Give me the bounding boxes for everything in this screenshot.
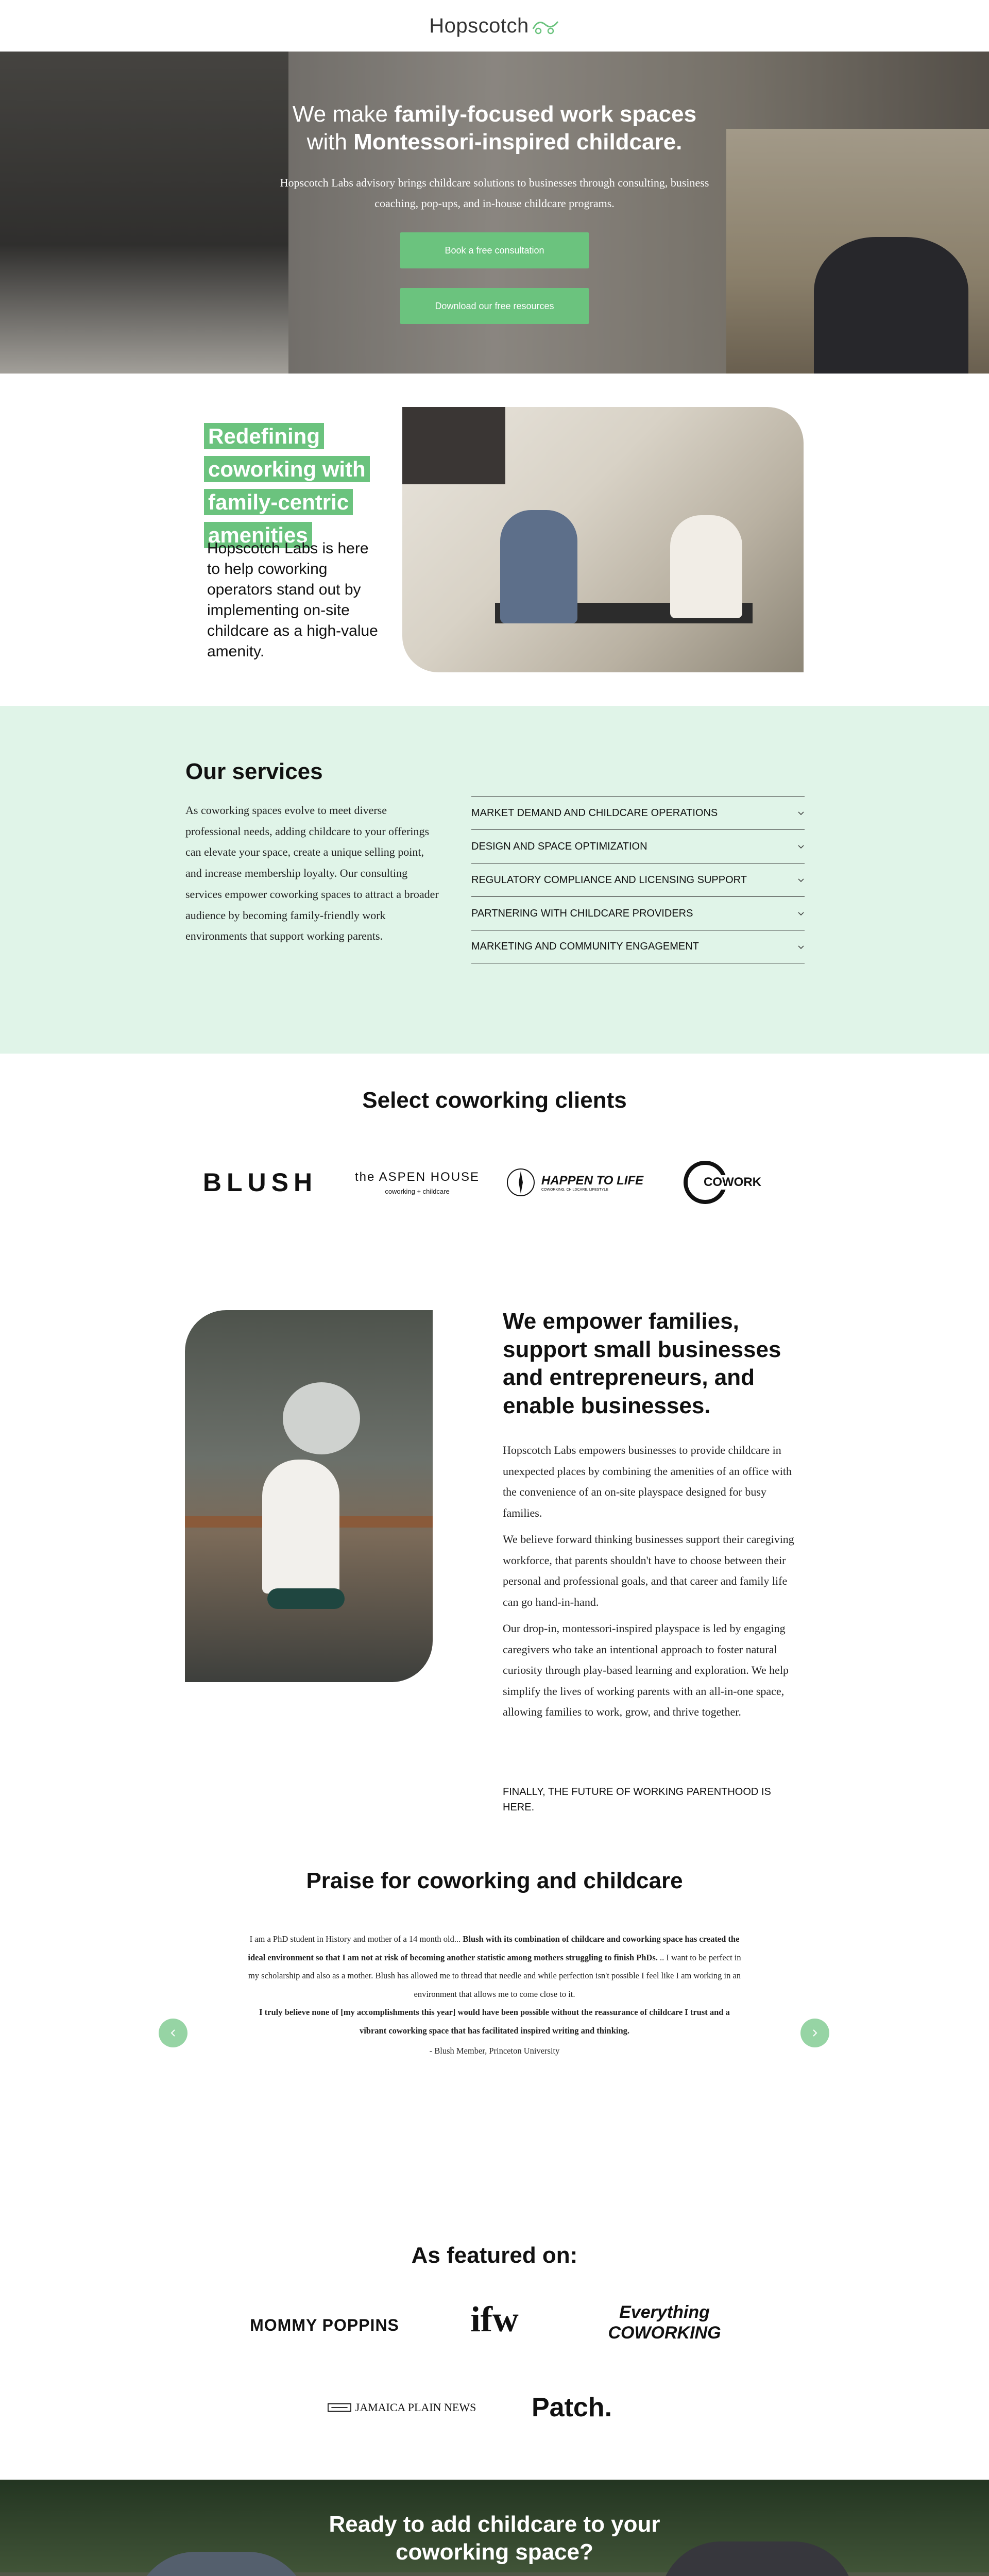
praise-section bbox=[0, 1868, 989, 2191]
accordion-item-design[interactable] bbox=[471, 829, 805, 863]
hero-title-bold2: Montessori-inspired childcare. bbox=[353, 129, 683, 155]
client-logo-text: the ASPEN HOUSE bbox=[354, 1170, 480, 1184]
testimonial bbox=[247, 1930, 742, 2060]
client-logo-text: BLUSH bbox=[202, 1168, 318, 1197]
photo-person-left bbox=[500, 510, 577, 623]
newspaper-icon bbox=[328, 2402, 351, 2413]
testimonial-quote-2 bbox=[247, 2003, 742, 2040]
cta-title: Ready to add childcare to your coworking space? bbox=[329, 2512, 660, 2565]
empower-paragraph-2: We believe forward thinking businesses support their caregiving workforce, that parents shouldn't have to choose between their personal and professional goals, and that career and family life can go hand-in-hand. bbox=[503, 1533, 794, 1608]
chevron-down-icon bbox=[797, 876, 805, 884]
arrow-right-icon bbox=[810, 2028, 820, 2038]
carousel-prev-button[interactable] bbox=[159, 2019, 187, 2047]
client-logo-text: HAPPEN TO LIFE bbox=[541, 1173, 644, 1188]
accordion-item-partnering[interactable] bbox=[471, 896, 805, 930]
services-text: As coworking spaces evolve to meet diverse professional needs, adding childcare to your offerings can elevate your space, create a unique selling point, and increase membership loyalty. Our consulting services empower coworking spaces to attract a broader audience by becoming family-friendly work environments that support working parents. bbox=[185, 804, 439, 943]
empower-final-statement: FINALLY, THE FUTURE OF WORKING PARENTHOOD IS HERE. bbox=[503, 1786, 771, 1813]
accordion-item-label: MARKETING AND COMMUNITY ENGAGEMENT bbox=[471, 941, 699, 952]
empower-paragraph-3: Our drop-in, montessori-inspired playspace is led by engaging caregivers who take an intentional approach to foster natural curiosity through play-based learning and exploration. We help simplify the lives of working parents with an all-in-one space, allowing families to work, grow, and thrive together. bbox=[503, 1622, 789, 1718]
hero-title-mid: with bbox=[306, 129, 354, 155]
featured-logo-text: Patch. bbox=[531, 2393, 612, 2422]
featured-title: As featured on: bbox=[411, 2243, 578, 2268]
redefining-text: Hopscotch Labs is here to help coworking operators stand out by implementing on-site childcare as a high-value amenity. bbox=[207, 540, 378, 660]
hero-resources-button[interactable]: Download our free resources bbox=[400, 288, 589, 324]
hero-section bbox=[0, 52, 989, 374]
testimonial-part: .. I want to be perfect in my scholarship and also as a mother. Blush has allowed me to thread that needle and while perfection isn't possible I feel like I am working in an environment that allows me to come close to it. bbox=[248, 1952, 741, 1999]
redefining-title-text: Redefining coworking with family-centric amenities bbox=[204, 423, 370, 548]
hero-subtitle: Hopscotch Labs advisory brings childcare solutions to businesses through consulting, business coaching, pop-ups, and in-house childcare programs. bbox=[280, 176, 709, 210]
photo-mirror bbox=[283, 1382, 360, 1454]
testimonial-quote-1 bbox=[247, 1930, 742, 2003]
featured-logo-text: ifw bbox=[470, 2300, 519, 2340]
featured-logo-text: MOMMY POPPINS bbox=[250, 2315, 399, 2334]
carousel-next-button[interactable] bbox=[800, 2019, 829, 2047]
arrow-left-icon bbox=[168, 2028, 178, 2038]
photo-person-right bbox=[670, 515, 742, 618]
featured-logo-everything-coworking bbox=[587, 2294, 742, 2351]
services-title: Our services bbox=[185, 759, 323, 784]
empower-title: We empower families, support small businesses and entrepreneurs, and enable businesses. bbox=[503, 1309, 781, 1418]
testimonial-part-bold: Blush with its combination of childcare and coworking space has created the ideal environment so that I am not at risk of becoming another statistic among mothers struggling to finish PhDs. bbox=[248, 1934, 740, 1962]
hero-content bbox=[0, 100, 989, 324]
cta-section bbox=[0, 2480, 989, 2576]
accordion-item-label: DESIGN AND SPACE OPTIMIZATION bbox=[471, 840, 647, 852]
coworking-photo bbox=[402, 407, 804, 672]
hero-consultation-button[interactable]: Book a free consultation bbox=[400, 232, 589, 268]
accordion-item-marketing[interactable] bbox=[471, 930, 805, 963]
client-logo-cowork bbox=[680, 1157, 773, 1208]
testimonial-citation: - Blush Member, Princeton University bbox=[429, 2046, 560, 2056]
services-section bbox=[0, 706, 989, 1054]
accordion-item-label: PARTNERING WITH CHILDCARE PROVIDERS bbox=[471, 907, 693, 919]
accordion-item-regulatory[interactable] bbox=[471, 863, 805, 896]
chevron-down-icon bbox=[797, 910, 805, 917]
logo[interactable] bbox=[429, 14, 559, 38]
client-logo-blush bbox=[193, 1157, 327, 1208]
compass-icon bbox=[505, 1167, 536, 1198]
accordion-item-market-demand[interactable] bbox=[471, 796, 805, 829]
client-logo-sub: coworking + childcare bbox=[385, 1187, 450, 1195]
client-logo-aspen-house bbox=[350, 1157, 484, 1208]
chevron-down-icon bbox=[797, 943, 805, 951]
photo-person bbox=[262, 1460, 339, 1594]
chevron-down-icon bbox=[797, 809, 805, 817]
photo-stool bbox=[267, 1588, 345, 1609]
client-logo-happen-to-life bbox=[505, 1157, 644, 1208]
accordion-item-label: MARKET DEMAND AND CHILDCARE OPERATIONS bbox=[471, 807, 718, 819]
client-logo-text-group bbox=[541, 1174, 643, 1192]
empower-paragraph-1: Hopscotch Labs empowers businesses to provide childcare in unexpected places by combining the amenities of an office with the convenience of an on-site playspace designed for busy families. bbox=[503, 1444, 792, 1519]
redefining-title bbox=[204, 420, 410, 552]
workspace-photo bbox=[185, 1310, 433, 1682]
hero-title-bold1: family-focused work spaces bbox=[394, 101, 697, 127]
cta-content bbox=[0, 2511, 989, 2576]
featured-logo-text: JAMAICA PLAIN NEWS bbox=[355, 2401, 476, 2414]
redefining-section bbox=[0, 374, 989, 706]
services-accordion bbox=[471, 796, 805, 963]
client-logo-sub: COWORKING, CHILDCARE, LIFESTYLE bbox=[541, 1188, 608, 1192]
chevron-down-icon bbox=[797, 843, 805, 850]
empower-section bbox=[0, 1264, 989, 1868]
accordion-item-label: REGULATORY COMPLIANCE AND LICENSING SUPPORT bbox=[471, 874, 747, 886]
clients-section bbox=[0, 1054, 989, 1264]
logo-text: Hopscotch bbox=[429, 14, 529, 37]
featured-logo-mommy-poppins bbox=[242, 2299, 407, 2351]
clients-title: Select coworking clients bbox=[362, 1088, 627, 1113]
hopscotch-logo-icon bbox=[531, 15, 560, 36]
featured-section bbox=[0, 2191, 989, 2480]
hero-title-pre: We make bbox=[292, 101, 395, 127]
featured-logo-patch bbox=[520, 2382, 623, 2433]
client-logo-text: COWORK bbox=[702, 1175, 763, 1190]
featured-logo-ifw bbox=[443, 2294, 546, 2346]
site-header bbox=[0, 0, 989, 52]
featured-logo-jamaica-plain-news bbox=[319, 2387, 484, 2428]
photo-sign bbox=[402, 407, 505, 484]
testimonial-part: I am a PhD student in History and mother of a 14 month old... bbox=[249, 1934, 463, 1944]
testimonial-part-bold: I truly believe none of [my accomplishments this year] would have been possible without the reassurance of childcare I trust and a vibrant coworking space that has facilitated inspired writing and thinking. bbox=[259, 2007, 730, 2036]
featured-logo-text: Everything COWORKING bbox=[608, 2302, 721, 2343]
praise-title: Praise for coworking and childcare bbox=[306, 1868, 683, 1893]
hero-title bbox=[0, 100, 989, 156]
empower-body bbox=[503, 1440, 794, 1728]
